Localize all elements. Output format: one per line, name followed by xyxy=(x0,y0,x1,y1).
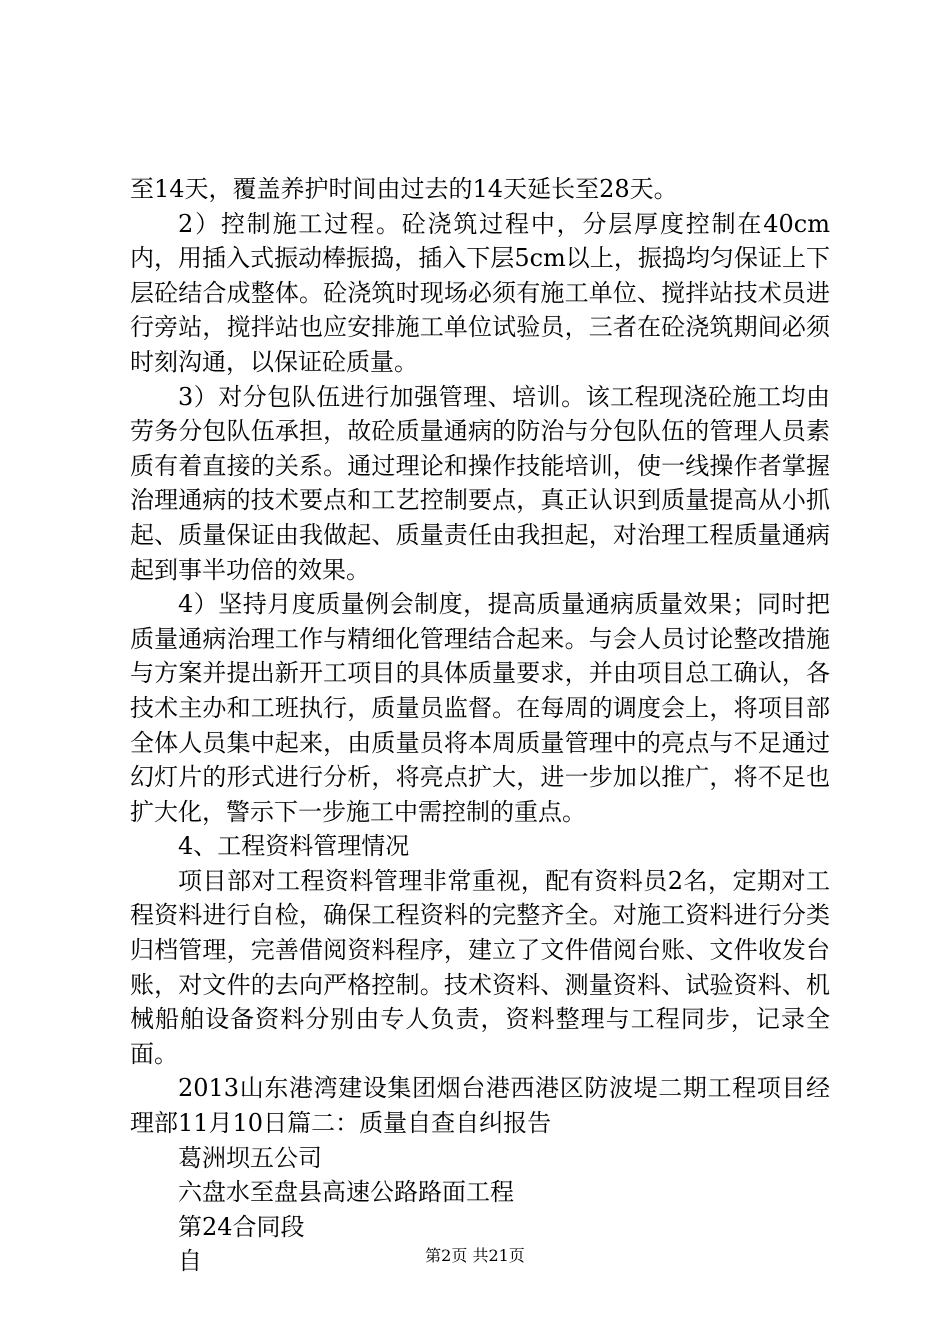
paragraph-1: 至14天，覆盖养护时间由过去的14天延长至28天。 xyxy=(130,175,678,203)
paragraph-3: 3）对分包队伍进行加强管理、培训。该工程现浇砼施工均由劳务分包队伍承担，故砼质量通病的防治与分包队伍的管理人员素质有着直接的关系。通过理论和操作技能培训，使一线操作者掌握治理通病的技术要点和工艺控制要点，真正认识到质量提高从小抓起、质量保证由我做起、质量责任由我担起，对治理工程质量通病起到事半功倍的效果。 xyxy=(130,382,830,584)
paragraph-2: 2）控制施工过程。砼浇筑过程中，分层厚度控制在40cm内，用插入式振动棒振捣，插入下层5cm以上，振捣均匀保证上下层砼结合成整体。砼浇筑时现场必须有施工单位、搅拌站技术员进行旁站，搅拌站也应安排施工单位试验员，三者在砼浇筑期间必须时刻沟通，以保证砼质量。 xyxy=(130,209,830,376)
paragraph-7: 2013山东港湾建设集团烟台港西港区防波堤二期工程项目经理部11月10日篇二：质量自查自纠报告 xyxy=(130,1074,830,1138)
company-line: 葛洲坝五公司 xyxy=(178,1143,322,1172)
project-line: 六盘水至盘县高速公路路面工程 xyxy=(178,1178,514,1207)
section-heading: 4、工程资料管理情况 xyxy=(178,832,410,861)
document-body xyxy=(130,172,830,1279)
trailing-line: 自 xyxy=(178,1247,202,1276)
paragraph-4: 4）坚持月度质量例会制度，提高质量通病质量效果；同时把质量通病治理工作与精细化管理结合起来。与会人员讨论整改措施与方案并提出新开工项目的具体质量要求，并由项目总工确认，各技术主办和工班执行，质量员监督。在每周的调度会上，将项目部全体人员集中起来，由质量员将本周质量管理中的亮点与不足通过幻灯片的形式进行分析，将亮点扩大，进一步加以推广，将不足也扩大化，警示下一步施工中需控制的重点。 xyxy=(130,590,830,826)
paragraph-6: 项目部对工程资料管理非常重视，配有资料员2名，定期对工程资料进行自检，确保工程资料的完整齐全。对施工资料进行分类归档管理，完善借阅资料程序，建立了文件借阅台账、文件收发台账，对文件的去向严格控制。技术资料、测量资料、试验资料、机械船舶设备资料分别由专人负责，资料整理与工程同步，记录全面。 xyxy=(130,866,830,1068)
contract-line: 第24合同段 xyxy=(178,1212,305,1241)
page-footer: 第2页 共21页 xyxy=(425,1246,525,1265)
